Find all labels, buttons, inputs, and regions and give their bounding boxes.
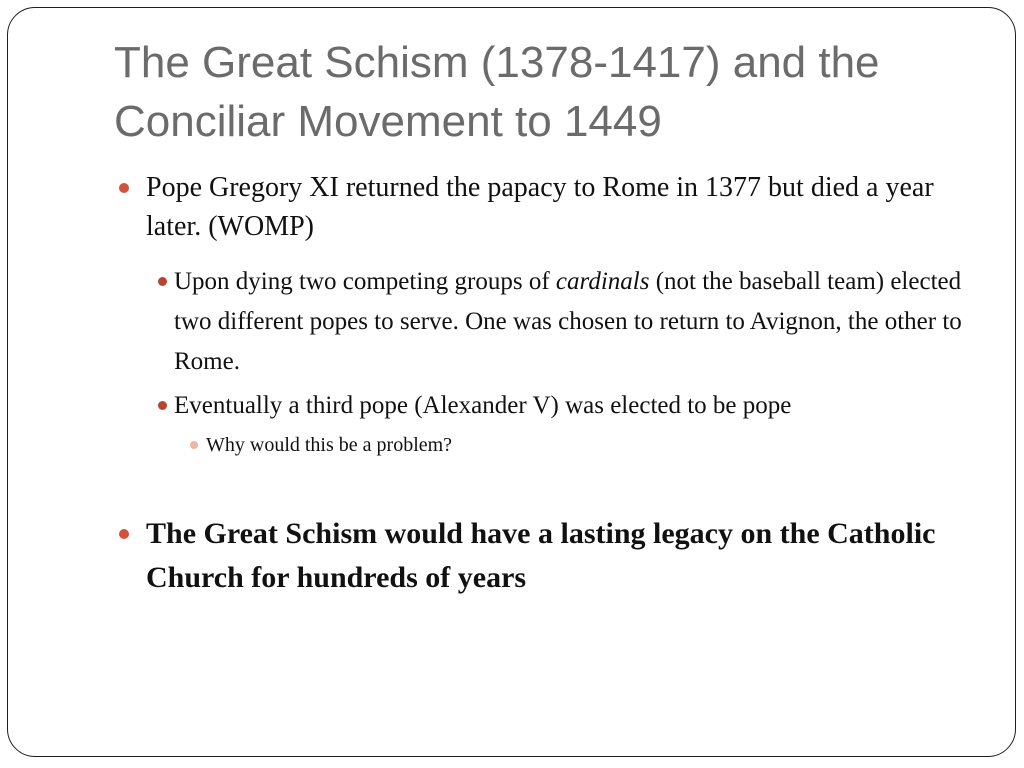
- bullet-item-schism-legacy: [110, 512, 980, 600]
- bullet-text-bold: The Great Schism would have a lasting legacy on the Catholic Church for hundreds of years: [146, 517, 936, 594]
- sub-sub-bullet-item-question: [110, 430, 980, 460]
- bullet-item-papacy-return: [110, 168, 980, 246]
- sub-bullet-text-pre: Upon dying two competing groups of: [174, 268, 556, 295]
- sub-bullet-text: Eventually a third pope (Alexander V) was elected to be pope: [174, 392, 792, 419]
- sub-bullet-text-italic: cardinals: [555, 268, 650, 295]
- sub-sub-bullet-text: Why would this be a problem?: [206, 434, 453, 456]
- slide-body: [110, 168, 980, 616]
- bullet-dot-icon: [119, 529, 129, 539]
- slide: [7, 7, 1016, 757]
- sub-bullet-item-third-pope: [110, 386, 980, 426]
- bullet-dot-icon: [190, 441, 198, 449]
- sub-bullet-text-post: (not the baseball team) elected two different popes to serve. One was chosen to return to Avignon, the other to Rome.: [174, 268, 962, 375]
- bullet-dot-icon: [119, 183, 129, 193]
- sub-bullet-item-competing-cardinals: [110, 262, 980, 382]
- slide-title: The Great Schism (1378-1417) and the Conciliar Movement to 1449: [114, 38, 880, 146]
- bullet-dot-icon: [158, 277, 167, 286]
- bullet-text: Pope Gregory XI returned the papacy to Rome in 1377 but died a year later. (WOMP): [146, 172, 934, 242]
- bullet-dot-icon: [158, 401, 167, 410]
